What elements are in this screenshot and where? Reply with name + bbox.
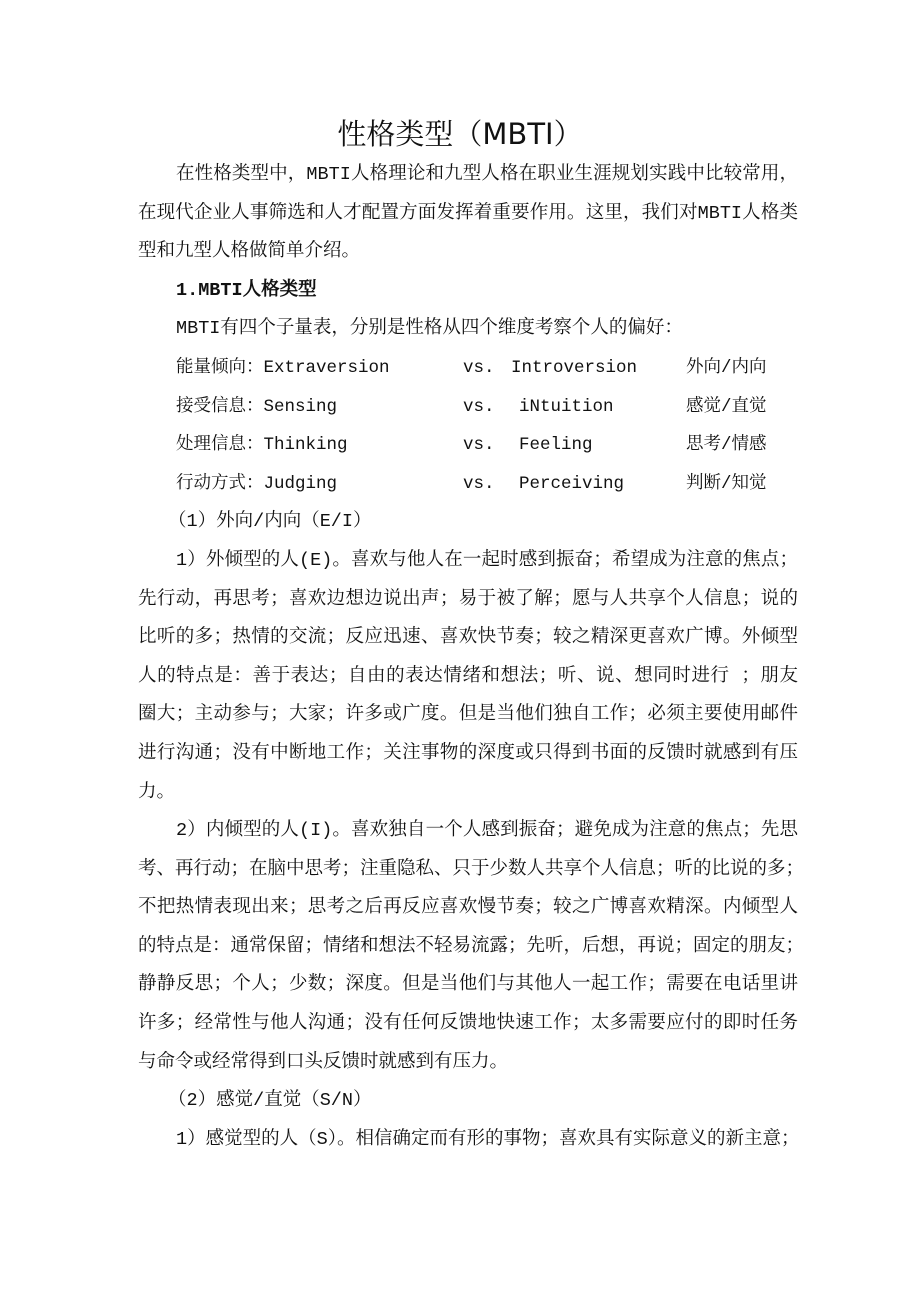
extravert-paragraph-line: 人的特点是：善于表达；自由的表达情绪和想法；听、说、想同时进行 ；朋友 (138, 665, 798, 687)
introvert-paragraph-line: 考、再行动；在脑中思考；注重隐私、只于少数人共享个人信息；听的比说的多； (138, 858, 805, 880)
introvert-paragraph-line: 2）内倾型的人(I)。喜欢独自一个人感到振奋；避免成为注意的焦点；先思 (176, 820, 798, 841)
introvert-paragraph-line: 静静反思；个人；少数；深度。但是当他们与其他人一起工作；需要在电话里讲 (138, 974, 798, 996)
dimension-opposite: iNtuition (519, 396, 614, 417)
dimension-vs: vs. (463, 473, 495, 494)
dimension-cn: 思考/情感 (686, 435, 767, 455)
section-heading: 1.MBTI人格类型 (176, 280, 317, 301)
introvert-paragraph-line: 与命令或经常得到口头反馈时就感到有压力。 (138, 1051, 509, 1073)
dimension-vs: vs. (463, 358, 495, 378)
dimension-opposite: Introversion (511, 358, 638, 378)
intro-paragraph-line: 型和九型人格做简单介绍。 (138, 241, 361, 263)
sensing-paragraph-line: 1）感觉型的人（S）。相信确定而有形的事物；喜欢具有实际意义的新主意； (176, 1129, 800, 1150)
extravert-paragraph-line: 先行动，再思考；喜欢边想边说出声；易于被了解；愿与人共享个人信息；说的 (138, 588, 798, 610)
dimension-label: 处理信息：Thinking (176, 435, 348, 455)
dimension-opposite: Feeling (519, 435, 593, 455)
scales-intro: MBTI有四个子量表，分别是性格从四个维度考察个人的偏好： (176, 318, 683, 339)
dimension-cn: 判断/知觉 (686, 473, 767, 494)
introvert-paragraph-line: 许多；经常性与他人沟通；没有任何反馈地快速工作；太多需要应付的即时任务 (138, 1013, 798, 1034)
dimension-label: 能量倾向：Extraversion (176, 358, 390, 378)
dimension-vs: vs. (463, 396, 495, 417)
dimension-vs: vs. (463, 435, 495, 455)
extravert-paragraph-line: 比听的多；热情的交流；反应迅速、喜欢快节奏；较之精深更喜欢广博。外倾型 (138, 627, 798, 649)
intro-paragraph-line: 在性格类型中，MBTI人格理论和九型人格在职业生涯规划实践中比较常用， (176, 164, 798, 185)
extravert-paragraph-line: 1）外倾型的人(E)。喜欢与他人在一起时感到振奋；希望成为注意的焦点； (176, 550, 798, 571)
dimension-label: 接受信息：Sensing (176, 396, 338, 417)
dimension-opposite: Perceiving (519, 473, 625, 494)
subsection-heading: （1）外向/内向（E/I） (168, 511, 372, 532)
page-title: 性格类型（MBTI） (337, 117, 583, 151)
extravert-paragraph-line: 力。 (138, 781, 176, 803)
extravert-paragraph-line: 进行沟通；没有中断地工作；关注事物的深度或只得到书面的反馈时就感到有压 (138, 743, 798, 764)
introvert-paragraph-line: 的特点是：通常保留；情绪和想法不轻易流露；先听，后想，再说；固定的朋友； (138, 935, 805, 957)
dimension-cn: 感觉/直觉 (686, 396, 767, 417)
intro-paragraph-line: 在现代企业人事筛选和人才配置方面发挥着重要作用。这里，我们对MBTI人格类 (138, 202, 798, 224)
dimension-cn: 外向/内向 (686, 358, 767, 378)
introvert-paragraph-line: 不把热情表现出来；思考之后再反应喜欢慢节奏；较之广博喜欢精深。内倾型人 (138, 897, 798, 919)
extravert-paragraph-line: 圈大；主动参与；大家；许多或广度。但是当他们独自工作；必须主要使用邮件 (138, 704, 798, 726)
dimension-label: 行动方式：Judging (176, 473, 338, 494)
subsection-heading: （2）感觉/直觉（S/N） (168, 1090, 372, 1111)
